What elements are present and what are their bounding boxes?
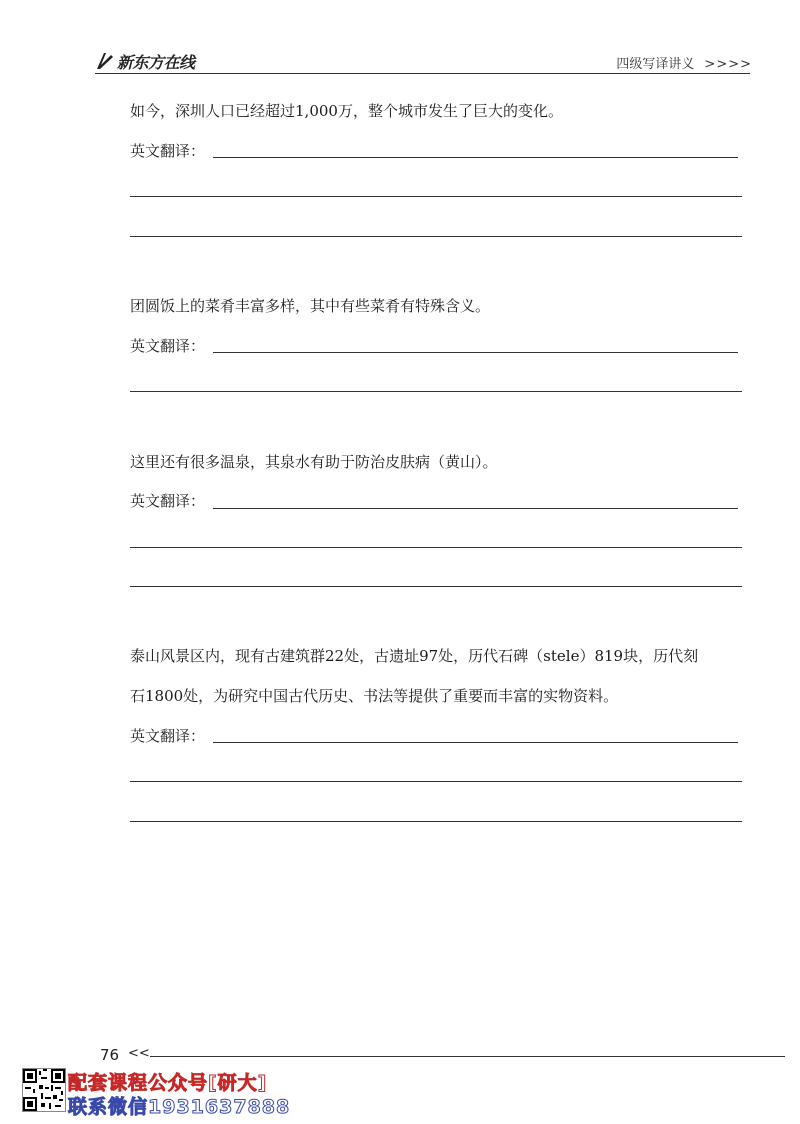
header-chevrons: >>>> bbox=[704, 57, 752, 72]
exercise-3-answer-line-3[interactable] bbox=[130, 586, 742, 587]
exercise-4-sentence-line-2: 石1800处，为研究中国古代历史、书法等提供了重要而丰富的实物资料。 bbox=[130, 687, 619, 705]
header-divider bbox=[95, 73, 750, 74]
page-number: 76 bbox=[100, 1046, 120, 1064]
exercise-3-label: 英文翻译： bbox=[130, 492, 206, 510]
header-title bbox=[616, 53, 752, 72]
exercise-1-answer-line-3[interactable] bbox=[130, 236, 742, 237]
exercise-4-sentence-line-1: 泰山风景区内，现有古建筑群22处，古遗址97处，历代石碑（stele）819块，历代刻 bbox=[130, 647, 699, 665]
footer-chevrons: << bbox=[128, 1046, 150, 1061]
footer-divider bbox=[150, 1056, 785, 1057]
exercise-1-sentence: 如今，深圳人口已经超过1,000万，整个城市发生了巨大的变化。 bbox=[130, 102, 563, 120]
logo bbox=[95, 50, 195, 72]
exercise-1-answer-line-1[interactable] bbox=[213, 157, 738, 158]
exercise-3-sentence: 这里还有很多温泉，其泉水有助于防治皮肤病（黄山）。 bbox=[130, 453, 498, 471]
exercise-1-label: 英文翻译： bbox=[130, 142, 206, 160]
promo-watermark bbox=[0, 1062, 330, 1122]
exercise-1-answer-line-2[interactable] bbox=[130, 196, 742, 197]
exercise-2-answer-line-2[interactable] bbox=[130, 391, 742, 392]
qr-code-icon bbox=[22, 1068, 66, 1112]
logo-text: 新东方在线 bbox=[117, 52, 195, 72]
exercise-2-answer-line-1[interactable] bbox=[213, 352, 738, 353]
exercise-4-answer-line-1[interactable] bbox=[213, 742, 738, 743]
exercise-3-answer-line-2[interactable] bbox=[130, 547, 742, 548]
exercise-2-sentence: 团圆饭上的菜肴丰富多样，其中有些菜肴有特殊含义。 bbox=[130, 297, 491, 315]
exercise-2-label: 英文翻译： bbox=[130, 337, 206, 355]
exercise-3-answer-line-1[interactable] bbox=[213, 508, 738, 509]
promo-line-2: 联系微信1931637888 bbox=[68, 1096, 291, 1118]
exercise-4-label: 英文翻译： bbox=[130, 727, 206, 745]
promo-line-1: 配套课程公众号[研大] bbox=[68, 1072, 268, 1094]
logo-icon bbox=[95, 51, 115, 71]
exercise-4-answer-line-2[interactable] bbox=[130, 781, 742, 782]
exercise-4-answer-line-3[interactable] bbox=[130, 821, 742, 822]
header-title-text: 四级写译讲义 bbox=[616, 57, 695, 72]
